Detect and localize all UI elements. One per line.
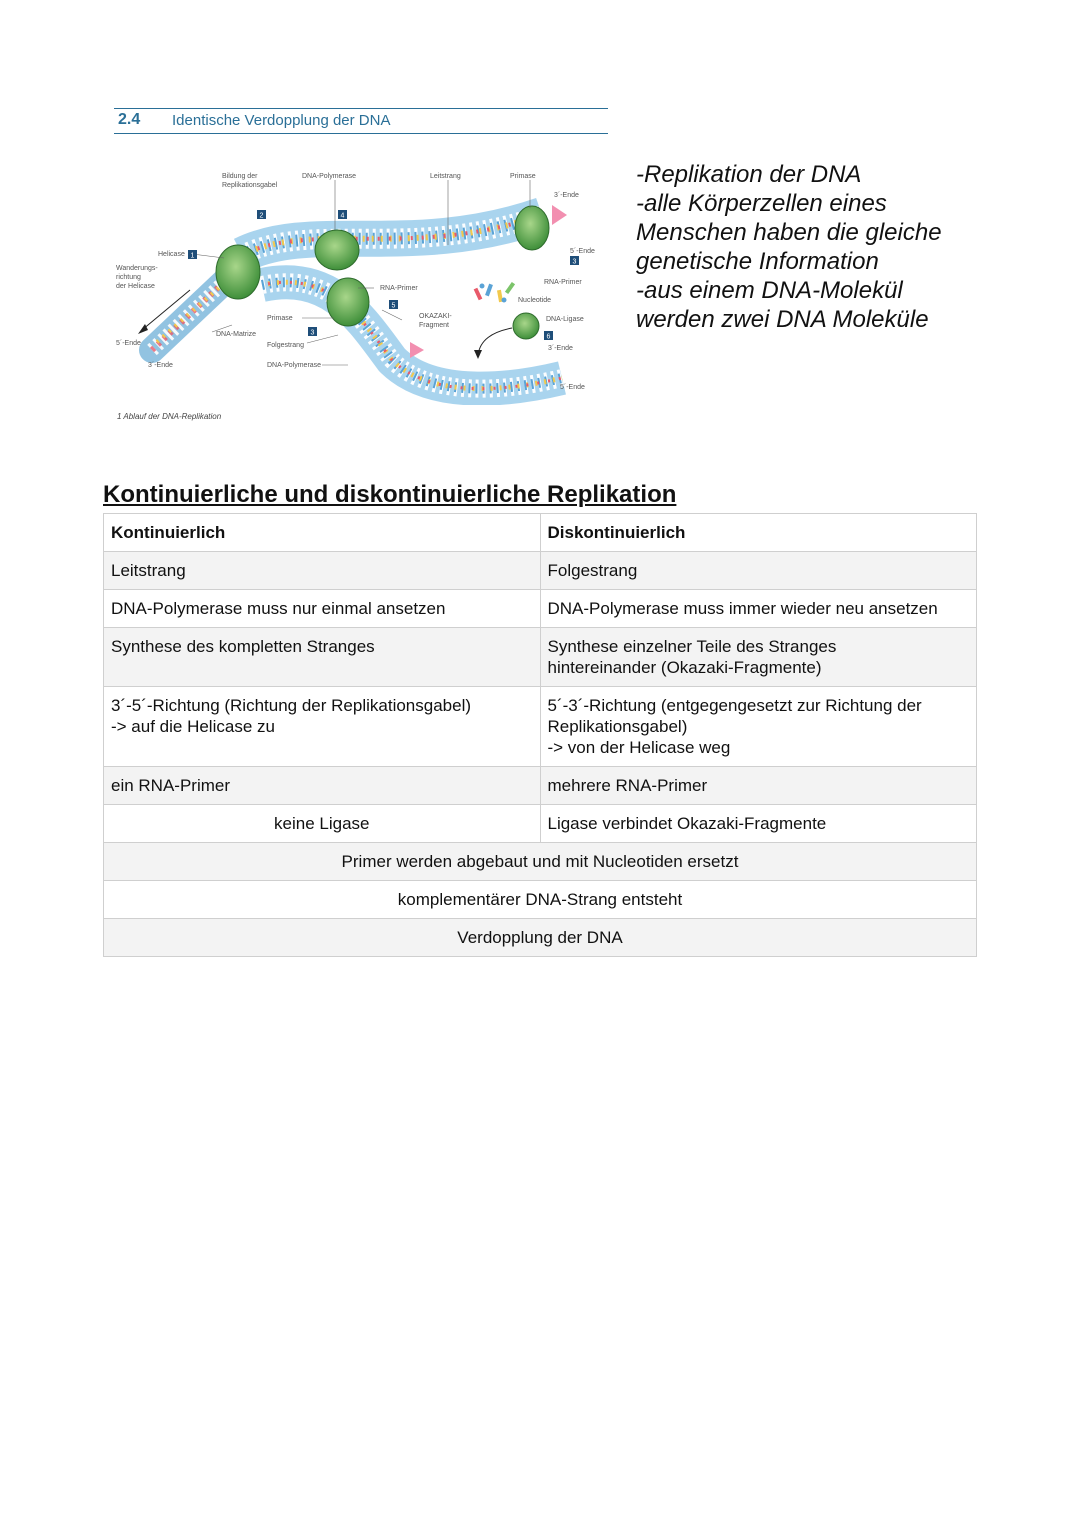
figure-caption: 1 Ablauf der DNA-Replikation [117, 412, 222, 421]
dna-ligase-enzyme [513, 313, 539, 339]
comparison-table [103, 513, 977, 957]
cell-right: DNA-Polymerase muss immer wieder neu ansetzen [540, 590, 977, 628]
label-leitstrang: Leitstrang [430, 173, 461, 180]
table-row [104, 767, 977, 805]
svg-text:2: 2 [259, 212, 264, 220]
label-5-ende-right: 5´-Ende [570, 248, 595, 255]
label-5-ende-bottom: 5´-Ende [560, 384, 585, 391]
svg-text:5: 5 [391, 302, 396, 310]
helicase-enzyme [216, 245, 260, 299]
table-span-row [104, 919, 977, 957]
cell-right [540, 687, 977, 767]
label-wander-1: Wanderungs- [116, 265, 158, 272]
step-badge-3 [308, 327, 317, 337]
ligase-arrowhead [474, 350, 482, 359]
leading-strand-band [242, 212, 542, 255]
section-number: 2.4 [118, 111, 141, 128]
primer-arrow-bottom [410, 342, 424, 358]
table-row [104, 805, 977, 843]
dna-replication-diagram [112, 160, 612, 405]
section-title: Identische Verdopplung der DNA [172, 112, 391, 129]
free-nucleotides [474, 282, 515, 303]
svg-text:6: 6 [546, 333, 551, 341]
primase-enzyme [515, 206, 549, 250]
table-header-row [104, 514, 977, 552]
label-bildung-1: Bildung der [222, 173, 258, 180]
label-primase-low: Primase [267, 315, 293, 322]
label-dna-polymerase-low: DNA-Polymerase [267, 362, 322, 369]
cell-left: Synthese des kompletten Stranges [104, 628, 541, 687]
label-helicase: Helicase [158, 251, 185, 258]
cell-left: ein RNA-Primer [104, 767, 541, 805]
svg-text:3: 3 [572, 258, 577, 266]
cell-line: Synthese einzelner Teile des Stranges [547, 637, 837, 656]
label-okazaki-1: OKAZAKI- [419, 313, 452, 320]
label-primase-top: Primase [510, 173, 536, 180]
note-line: genetische Information [636, 248, 879, 275]
cell-left: keine Ligase [104, 805, 541, 843]
label-okazaki-2: Fragment [419, 322, 449, 329]
cell-right: mehrere RNA-Primer [540, 767, 977, 805]
label-dna-matrize: DNA-Matrize [216, 331, 257, 338]
cell-line: hintereinander (Okazaki-Fragmente) [547, 658, 822, 677]
ligase-arrow [478, 328, 512, 355]
step-badge-4 [338, 210, 347, 220]
svg-text:3: 3 [310, 329, 315, 337]
cell-right [540, 628, 977, 687]
cell-right: Ligase verbindet Okazaki-Fragmente [540, 805, 977, 843]
label-rna-primer-mid: RNA-Primer [380, 285, 418, 292]
table-span-row [104, 843, 977, 881]
primer-arrow-top [552, 205, 567, 225]
handwritten-notes [636, 160, 1056, 334]
header-diskontinuierlich: Diskontinuierlich [540, 514, 977, 552]
cell-line: -> auf die Helicase zu [111, 717, 275, 736]
label-5-ende-left: 5´-Ende [116, 340, 141, 347]
label-nucleotide: Nucleotide [518, 297, 552, 304]
polymerase-enzyme-lagging [327, 278, 369, 326]
table-row [104, 590, 977, 628]
span-cell: Primer werden abgebaut und mit Nucleotiden ersetzt [104, 843, 977, 881]
label-3-ende-top: 3´-Ende [554, 192, 579, 199]
step-badge-6 [544, 331, 553, 341]
label-wander-2: richtung [116, 274, 141, 281]
step-badge-1 [188, 250, 197, 260]
section-header [114, 108, 608, 134]
span-cell: komplementärer DNA-Strang entsteht [104, 881, 977, 919]
step-badge-5 [389, 300, 398, 310]
cell-line: -> von der Helicase weg [547, 738, 731, 757]
note-line: Menschen haben die gleiche [636, 219, 942, 246]
header-kontinuierlich: Kontinuierlich [104, 514, 541, 552]
note-line: werden zwei DNA Moleküle [636, 306, 929, 333]
table-span-row [104, 881, 977, 919]
svg-text:1: 1 [190, 252, 195, 260]
note-line: -alle Körperzellen eines [636, 190, 887, 217]
cell-line: 5´-3´-Richtung (entgegengesetzt zur Richtung der [547, 696, 922, 715]
polymerase-enzyme-leading [315, 230, 359, 270]
note-line: -aus einem DNA-Molekül [636, 277, 903, 304]
table-row [104, 687, 977, 767]
step-badge-2 [257, 210, 266, 220]
label-dna-polymerase-top: DNA-Polymerase [302, 173, 357, 180]
cell-right: Folgestrang [540, 552, 977, 590]
cell-left: DNA-Polymerase muss nur einmal ansetzen [104, 590, 541, 628]
note-line: -Replikation der DNA [636, 161, 862, 188]
cell-line: Replikationsgabel) [547, 717, 688, 736]
label-rna-primer-right: RNA-Primer [544, 279, 582, 286]
table-row [104, 552, 977, 590]
label-wander-3: der Helicase [116, 283, 155, 290]
label-3-ende-left: 3´-Ende [148, 362, 173, 369]
label-bildung-2: Replikationsgabel [222, 182, 278, 189]
svg-text:4: 4 [340, 212, 345, 220]
table-heading: Kontinuierliche und diskontinuierliche Replikation [103, 481, 677, 508]
cell-left [104, 687, 541, 767]
label-dna-ligase: DNA-Ligase [546, 316, 584, 323]
cell-line: 3´-5´-Richtung (Richtung der Replikationsgabel) [111, 696, 472, 715]
label-folgestrang: Folgestrang [267, 342, 304, 349]
span-cell: Verdopplung der DNA [104, 919, 977, 957]
table-row [104, 628, 977, 687]
cell-left: Leitstrang [104, 552, 541, 590]
helicase-direction-arrowhead [138, 324, 148, 334]
label-3-ende-right: 3´-Ende [548, 345, 573, 352]
step-badge-3-right [570, 256, 579, 266]
